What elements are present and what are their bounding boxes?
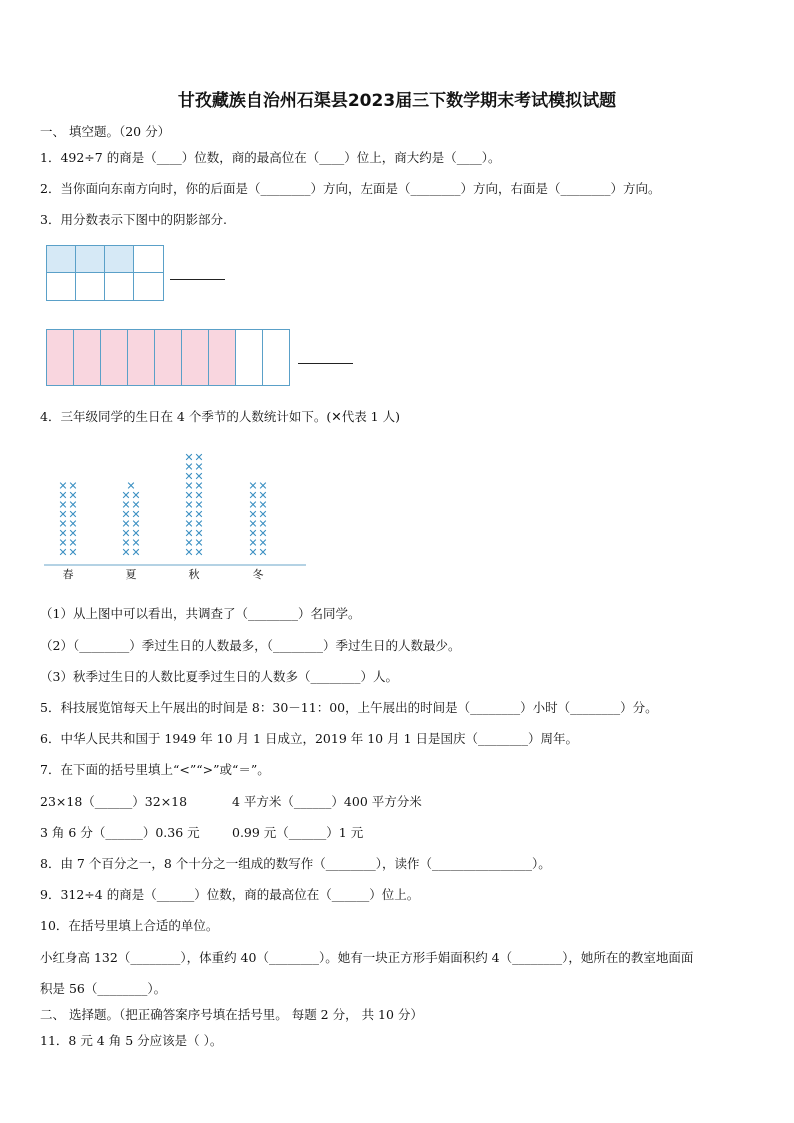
answer-line-1 (170, 279, 225, 280)
strip-cell-shaded (46, 329, 74, 386)
pictograph-mark: ✕ (194, 489, 204, 502)
pictograph-mark: ✕ (194, 498, 204, 512)
pictograph-mark: ✕ (68, 517, 78, 531)
pictograph-mark: ✕ (258, 479, 268, 493)
fraction-grid-1 (46, 245, 166, 302)
question-11: 11．8 元 4 角 5 分应该是（ ）。 (40, 1033, 223, 1048)
pictograph-mark: ✕ (131, 517, 141, 531)
pictograph-mark: ✕ (131, 536, 141, 550)
pictograph-mark: ✕ (131, 489, 141, 502)
pictograph-mark: ✕ (184, 546, 194, 559)
question-10: 10．在括号里填上合适的单位。 (40, 918, 219, 933)
grid-cell-shaded (46, 245, 76, 273)
pictograph-mark: ✕ (184, 517, 194, 531)
pictograph-mark: ✕ (194, 536, 204, 550)
question-7-item-c: 3 角 6 分（______）0.36 元 (40, 825, 200, 840)
pictograph-mark: ✕ (248, 479, 258, 493)
pictograph-mark: ✕ (194, 470, 204, 483)
pictograph-mark: ✕ (258, 517, 268, 531)
question-7: 7．在下面的括号里填上“<”“>”或“＝”。 (40, 762, 270, 777)
pictograph-mark: ✕ (121, 536, 131, 550)
pictograph-mark: ✕ (194, 479, 204, 493)
pictograph-mark: ✕ (184, 527, 194, 540)
pictograph-mark: ✕ (248, 517, 258, 531)
pictograph-mark: ✕ (258, 498, 268, 512)
question-6: 6．中华人民共和国于 1949 年 10 月 1 日成立，2019 年 10 月 1 日是国庆（________）周年。 (40, 731, 579, 746)
pictograph-mark: ✕ (121, 508, 131, 521)
pictograph-mark: ✕ (184, 470, 194, 483)
grid-cell-shaded (104, 245, 134, 273)
pictograph-mark: ✕ (68, 546, 78, 559)
pictograph-column-3 (248, 480, 267, 560)
question-4: 4．三年级同学的生日在 4 个季节的人数统计如下。(✕代表 1 人) (40, 409, 400, 424)
pictograph-mark: ✕ (194, 460, 204, 474)
pictograph-mark: ✕ (258, 489, 268, 502)
pictograph-mark: ✕ (258, 527, 268, 540)
question-9: 9．312÷4 的商是（______）位数，商的最高位在（______）位上。 (40, 887, 420, 902)
pictograph-mark: ✕ (58, 527, 68, 540)
pictograph-mark: ✕ (68, 489, 78, 502)
grid-cell (133, 272, 164, 301)
question-4-2: （2）（________）季过生日的人数最多，（________）季过生日的人数最少。 (40, 638, 461, 653)
strip-cell-shaded (208, 329, 236, 386)
pictograph-mark: ✕ (258, 546, 268, 559)
question-7-item-b: 4 平方米（______）400 平方分米 (232, 794, 422, 809)
pictograph-mark: ✕ (68, 527, 78, 540)
pictograph-mark: ✕ (121, 498, 131, 512)
question-1: 1．492÷7 的商是（____）位数，商的最高位在（____）位上，商大约是（____）。 (40, 150, 501, 165)
grid-cell (133, 245, 164, 273)
pictograph-mark: ✕ (131, 546, 141, 559)
section-1-heading: 一、 填空题。（20 分） (40, 124, 171, 139)
pictograph-mark: ✕ (194, 546, 204, 559)
pictograph-mark: ✕ (131, 498, 141, 512)
season-birthday-pictograph (44, 436, 314, 586)
question-10-line-1: 小红身高 132（________），体重约 40（________）。她有一块正方形手娟面积约 4（________），她所在的教室地面面 (40, 950, 694, 965)
strip-cell-shaded (154, 329, 182, 386)
pictograph-mark: ✕ (121, 489, 131, 502)
grid-cell (104, 272, 134, 301)
pictograph-column-1 (121, 480, 140, 560)
pictograph-mark: ✕ (184, 460, 194, 474)
pictograph-mark: ✕ (68, 498, 78, 512)
pictograph-mark: ✕ (58, 479, 68, 493)
pictograph-mark: ✕ (131, 508, 141, 521)
pictograph-mark: ✕ (121, 546, 131, 559)
pictograph-mark: ✕ (258, 536, 268, 550)
pictograph-mark: ✕ (58, 546, 68, 559)
pictograph-mark: ✕ (58, 489, 68, 502)
pictograph-mark: ✕ (184, 536, 194, 550)
pictograph-mark: ✕ (68, 508, 78, 521)
question-4-3: （3）秋季过生日的人数比夏季过生日的人数多（________）人。 (40, 669, 398, 684)
pictograph-mark: ✕ (184, 479, 194, 493)
grid-cell (75, 272, 105, 301)
strip-cell-shaded (181, 329, 209, 386)
question-7-item-a: 23×18（______）32×18 (40, 794, 188, 809)
pictograph-mark: ✕ (184, 508, 194, 521)
grid-cell (46, 272, 76, 301)
season-label: 夏 (125, 568, 137, 581)
pictograph-mark: ✕ (68, 536, 78, 550)
pictograph-mark: ✕ (58, 508, 68, 521)
pictograph-mark: ✕ (258, 508, 268, 521)
strip-cell (235, 329, 263, 386)
question-10-line-2: 积是 56（________）。 (40, 981, 167, 996)
pictograph-mark: ✕ (248, 527, 258, 540)
season-label: 冬 (252, 568, 264, 581)
question-4-1: （1）从上图中可以看出，共调查了（________）名同学。 (40, 606, 361, 621)
pictograph-mark: ✕ (68, 479, 78, 493)
pictograph-mark: ✕ (126, 479, 136, 493)
pictograph-mark: ✕ (184, 498, 194, 512)
page-title: 甘孜藏族自治州石渠县2023届三下数学期末考试模拟试题 (177, 91, 617, 111)
question-2: 2．当你面向东南方向时，你的后面是（________）方向，左面是（________）方向，右面是（________）方向。 (40, 181, 661, 196)
strip-cell-shaded (100, 329, 128, 386)
pictograph-mark: ✕ (248, 536, 258, 550)
question-8: 8．由 7 个百分之一，8 个十分之一组成的数写作（________），读作（________________）。 (40, 856, 551, 871)
pictograph-mark: ✕ (58, 517, 68, 531)
pictograph-mark: ✕ (248, 498, 258, 512)
pictograph-mark: ✕ (248, 546, 258, 559)
pictograph-column-2 (184, 451, 203, 559)
pictograph-mark: ✕ (121, 517, 131, 531)
pictograph-mark: ✕ (184, 451, 194, 464)
pictograph-mark: ✕ (121, 527, 131, 540)
question-3: 3．用分数表示下图中的阴影部分. (40, 212, 227, 227)
question-7-item-d: 0.99 元（______）1 元 (232, 825, 364, 840)
grid-cell-shaded (75, 245, 105, 273)
strip-cell (262, 329, 290, 386)
pictograph-mark: ✕ (58, 498, 68, 512)
answer-line-2 (298, 363, 353, 364)
pictograph-mark: ✕ (194, 451, 204, 464)
pictograph-mark: ✕ (194, 508, 204, 521)
pictograph-column-0 (58, 480, 77, 560)
section-2-heading: 二、 选择题。（把正确答案序号填在括号里。 每题 2 分， 共 10 分） (40, 1007, 423, 1022)
strip-cell-shaded (73, 329, 101, 386)
pictograph-mark: ✕ (58, 536, 68, 550)
season-label: 秋 (188, 568, 200, 581)
question-5: 5．科技展览馆每天上午展出的时间是 8：30－11：00，上午展出的时间是（________）小时（________）分。 (40, 700, 658, 715)
pictograph-mark: ✕ (248, 508, 258, 521)
pictograph-mark: ✕ (131, 527, 141, 540)
pictograph-mark: ✕ (184, 489, 194, 502)
fraction-strip-2 (46, 329, 292, 386)
pictograph-mark: ✕ (194, 527, 204, 540)
season-label: 春 (62, 568, 74, 581)
pictograph-mark: ✕ (248, 489, 258, 502)
strip-cell-shaded (127, 329, 155, 386)
pictograph-mark: ✕ (194, 517, 204, 531)
